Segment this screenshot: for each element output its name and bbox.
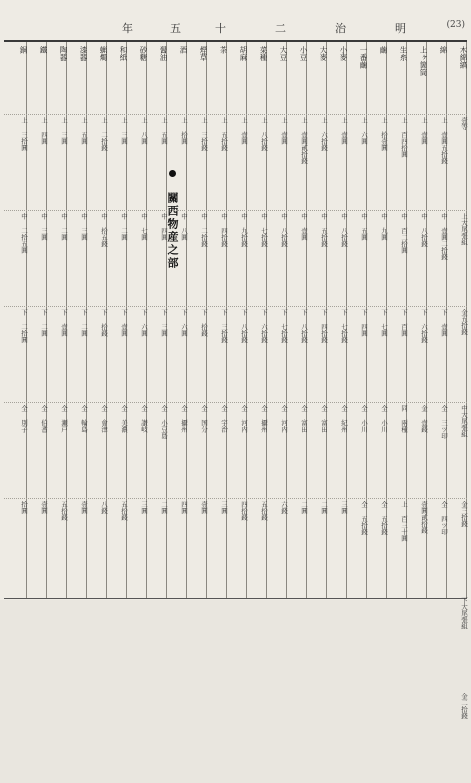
- price-entry: 上 八拾錢: [260, 117, 268, 151]
- price-entry: 三圓: [220, 501, 228, 514]
- price-entry: 全 美濃: [120, 405, 128, 433]
- price-entry: 下大尾張組: [460, 597, 468, 630]
- price-entry: 上 二拾錢: [100, 117, 108, 151]
- commodity-name: 和紙: [119, 46, 128, 61]
- commodity-column: [307, 42, 327, 598]
- price-entry: 中 八拾錢: [280, 213, 288, 247]
- price-entry: 全 小豆島: [160, 405, 168, 439]
- price-entry: 同 兩種: [400, 405, 408, 433]
- price-table: [4, 40, 468, 719]
- price-entry: 壹圓: [40, 501, 48, 514]
- price-entry: 下 壹圓: [60, 309, 68, 337]
- price-entry: 下 壹圓: [120, 309, 128, 337]
- price-entry: 上 六圓: [360, 117, 368, 145]
- price-entry: 中 四拾錢: [220, 213, 228, 247]
- commodity-column: [367, 42, 387, 598]
- commodity-name: 菜種: [259, 46, 268, 61]
- commodity-name: 胡麻: [239, 46, 248, 61]
- price-entry: 上 壹圓貳拾錢: [300, 117, 308, 164]
- price-entry: 下 百圓: [400, 309, 408, 337]
- row-divider: [4, 498, 467, 499]
- price-entry: 下 二圓: [40, 309, 48, 337]
- price-entry: 四圓: [180, 501, 188, 514]
- price-entry: 上 三圓: [60, 117, 68, 145]
- price-entry: 中 二拾錢: [200, 213, 208, 247]
- commodity-name: 蝋燭: [99, 46, 108, 61]
- commodity-name: 鐵: [39, 46, 48, 54]
- commodity-column: [287, 42, 307, 598]
- price-entry: 上 拾圓: [180, 117, 188, 145]
- price-entry: 五拾錢: [120, 501, 128, 521]
- price-entry: 全 會津: [100, 405, 108, 433]
- commodity-column: [67, 42, 87, 598]
- price-entry: 下 三圓: [160, 309, 168, 337]
- price-entry: 上 拾壹圓: [380, 117, 388, 151]
- price-entry: 下 七圓: [380, 309, 388, 337]
- price-entry: 中 八拾錢: [420, 213, 428, 247]
- price-entry: 壹圓: [200, 501, 208, 514]
- header-char: 二: [275, 22, 287, 35]
- price-entry: 壹等: [460, 117, 468, 130]
- price-entry: 三圓: [340, 501, 348, 514]
- commodity-name: 煙草: [199, 46, 208, 61]
- header-char: 年: [122, 22, 134, 35]
- price-entry: 六錢: [280, 501, 288, 514]
- price-entry: 中 二拾五圓: [20, 213, 28, 254]
- price-entry: 全 四ツ印: [440, 501, 448, 535]
- commodity-name: 綿: [439, 46, 448, 54]
- price-entry: 金 壹錢: [420, 405, 428, 433]
- price-entry: 中 八圓: [180, 213, 188, 241]
- commodity-name: 陶器: [59, 46, 68, 61]
- price-entry: 中 五拾錢: [320, 213, 328, 247]
- page-header: [0, 0, 471, 42]
- price-entry: 壹圓: [80, 501, 88, 514]
- price-entry: 下 七拾錢: [340, 309, 348, 343]
- price-entry: 全 宇治: [220, 405, 228, 433]
- price-entry: 八錢: [100, 501, 108, 514]
- commodity-column: [387, 42, 407, 598]
- price-entry: 金三拾錢: [460, 501, 468, 527]
- price-entry: 上 八圓: [140, 117, 148, 145]
- price-entry: 中 九拾錢: [240, 213, 248, 247]
- price-entry: 全 讃岐: [140, 405, 148, 433]
- commodity-name: 繭: [379, 46, 388, 54]
- price-entry: 上 壹圓: [420, 117, 428, 145]
- commodity-column: [347, 42, 367, 598]
- price-entry: 中 七拾錢: [260, 213, 268, 247]
- price-entry: 二圓: [320, 501, 328, 514]
- price-entry: 全 三ツ印: [440, 405, 448, 439]
- price-entry: 下 六拾錢: [420, 309, 428, 343]
- price-entry: 全 伯耆: [40, 405, 48, 433]
- row-divider: [4, 114, 467, 115]
- commodity-name: 一番繭: [359, 46, 368, 69]
- price-entry: 全 五拾錢: [380, 501, 388, 535]
- price-entry: 中大尾張組: [460, 405, 468, 438]
- price-entry: 中 八拾錢: [340, 213, 348, 247]
- commodity-column: [327, 42, 347, 598]
- price-entry: 下 拾錢: [100, 309, 108, 337]
- price-entry: 下 四拾錢: [320, 309, 328, 343]
- page-number: (23): [446, 20, 465, 30]
- price-entry: 中 五圓: [360, 213, 368, 241]
- header-char: 明: [395, 22, 407, 35]
- price-entry: 全 富田: [320, 405, 328, 433]
- price-entry: 中 九圓: [380, 213, 388, 241]
- price-entry: 全 別子: [20, 405, 28, 433]
- commodity-name: 銅: [19, 46, 28, 54]
- price-entry: 上 五圓: [80, 117, 88, 145]
- commodity-column: [107, 42, 127, 598]
- price-entry: 下 壹圓: [440, 309, 448, 337]
- commodity-column: [207, 42, 227, 598]
- price-entry: 全 紀州: [340, 405, 348, 433]
- price-entry: 全 富田: [300, 405, 308, 433]
- price-entry: 上 壹圓: [280, 117, 288, 145]
- price-entry: 上 壹圓五拾錢: [440, 117, 448, 164]
- price-entry: 下 六圓: [180, 309, 188, 337]
- commodity-column: [27, 42, 47, 598]
- price-entry: 中 拾五錢: [100, 213, 108, 247]
- price-entry: 中 百二拾圓: [400, 213, 408, 254]
- price-entry: 中 二圓: [60, 213, 68, 241]
- row-divider: [4, 210, 467, 211]
- commodity-column: [427, 42, 447, 598]
- price-entry: 下 八拾錢: [240, 309, 248, 343]
- price-entry: 中 七圓: [140, 213, 148, 241]
- price-entry: 上 壹圓: [240, 117, 248, 145]
- commodity-name: 上ヶ箇筒: [419, 46, 428, 76]
- price-entry: 中 壹圓二拾錢: [440, 213, 448, 260]
- commodity-column: [147, 42, 167, 598]
- price-entry: 下 拾錢: [200, 309, 208, 337]
- price-entry: 上 五拾錢: [220, 117, 228, 151]
- price-entry: 上 四圓: [40, 117, 48, 145]
- price-entry: 上 百三十圓: [400, 501, 408, 542]
- price-entry: 全 攝州: [180, 405, 188, 433]
- header-char: 五: [170, 22, 182, 35]
- commodity-column: [47, 42, 67, 598]
- price-entry: 全 小川: [380, 405, 388, 433]
- row-divider: [4, 402, 467, 403]
- commodity-column: [87, 42, 107, 598]
- commodity-name: 砂糖: [139, 46, 148, 61]
- price-entry: 全 瀬戸: [60, 405, 68, 433]
- price-entry: 中 三圓: [40, 213, 48, 241]
- price-entry: 全 国分: [200, 405, 208, 433]
- price-entry: 下 六拾錢: [260, 309, 268, 343]
- price-entry: 四拾錢: [240, 501, 248, 521]
- price-entry: 壹圓貳拾錢: [420, 501, 428, 534]
- commodity-name: 小豆: [299, 46, 308, 61]
- price-entry: 拾圓: [20, 501, 28, 514]
- price-entry: 下 二拾圓: [20, 309, 28, 343]
- section-heading-text: 關西物産之部: [166, 192, 179, 270]
- commodity-name: 酒: [179, 46, 188, 54]
- row-divider: [4, 306, 467, 307]
- price-entry: 二圓: [160, 501, 168, 514]
- header-char: 治: [335, 22, 347, 35]
- commodity-name: 小麥: [339, 46, 348, 61]
- commodity-column: [407, 42, 427, 598]
- price-entry: 中 四圓: [160, 213, 168, 241]
- price-entry: 五拾錢: [260, 501, 268, 521]
- price-entry: 上 壹圓: [340, 117, 348, 145]
- price-entry: 上 三拾錢: [200, 117, 208, 151]
- commodity-name: 大麥: [319, 46, 328, 61]
- price-entry: 下 八拾錢: [300, 309, 308, 343]
- commodity-column: [127, 42, 147, 598]
- price-entry: 上大尾張組: [460, 213, 468, 246]
- commodity-column: [187, 42, 207, 598]
- price-entry: 下 七拾錢: [280, 309, 288, 343]
- commodity-name: 生糸: [399, 46, 408, 61]
- price-entry: 中 三圓: [80, 213, 88, 241]
- commodity-name: 醤油: [159, 46, 168, 61]
- price-entry: 全 五拾錢: [360, 501, 368, 535]
- price-entry: 上 五圓: [160, 117, 168, 145]
- price-entry: 金五拾錢: [460, 309, 468, 335]
- price-entry: 上 三拾圓: [20, 117, 28, 151]
- price-entry: 中 壹圓: [300, 213, 308, 241]
- price-entry: 下 六圓: [140, 309, 148, 337]
- commodity-column: [447, 42, 468, 719]
- commodity-name: 漆器: [79, 46, 88, 61]
- price-entry: 上 六拾錢: [320, 117, 328, 151]
- price-entry: 全 河内: [280, 405, 288, 433]
- price-entry: 下 四圓: [360, 309, 368, 337]
- price-entry: 五拾錢: [60, 501, 68, 521]
- commodity-column: [247, 42, 267, 598]
- commodity-name: 大豆: [279, 46, 288, 61]
- commodity-name: 茶: [219, 46, 228, 54]
- price-entry: 三圓: [140, 501, 148, 514]
- price-entry: 下 二圓: [80, 309, 88, 337]
- price-entry: 上 三圓: [120, 117, 128, 145]
- commodity-column: [7, 42, 27, 598]
- commodity-column: [267, 42, 287, 598]
- price-entry: 下 三拾錢: [220, 309, 228, 343]
- price-entry: 二圓: [300, 501, 308, 514]
- price-entry: 全 小川: [360, 405, 368, 433]
- price-entry: 全 河内: [240, 405, 248, 433]
- price-entry: 金二拾錢: [460, 693, 468, 719]
- header-char: 十: [215, 22, 227, 35]
- price-entry: 全 輪島: [80, 405, 88, 433]
- price-entry: 全 攝州: [260, 405, 268, 433]
- price-entry: 上 百四拾圓: [400, 117, 408, 158]
- commodity-name: 木綿縞: [459, 46, 468, 69]
- price-entry: 中 二圓: [120, 213, 128, 241]
- commodity-column: [227, 42, 247, 598]
- commodity-column: [167, 42, 187, 598]
